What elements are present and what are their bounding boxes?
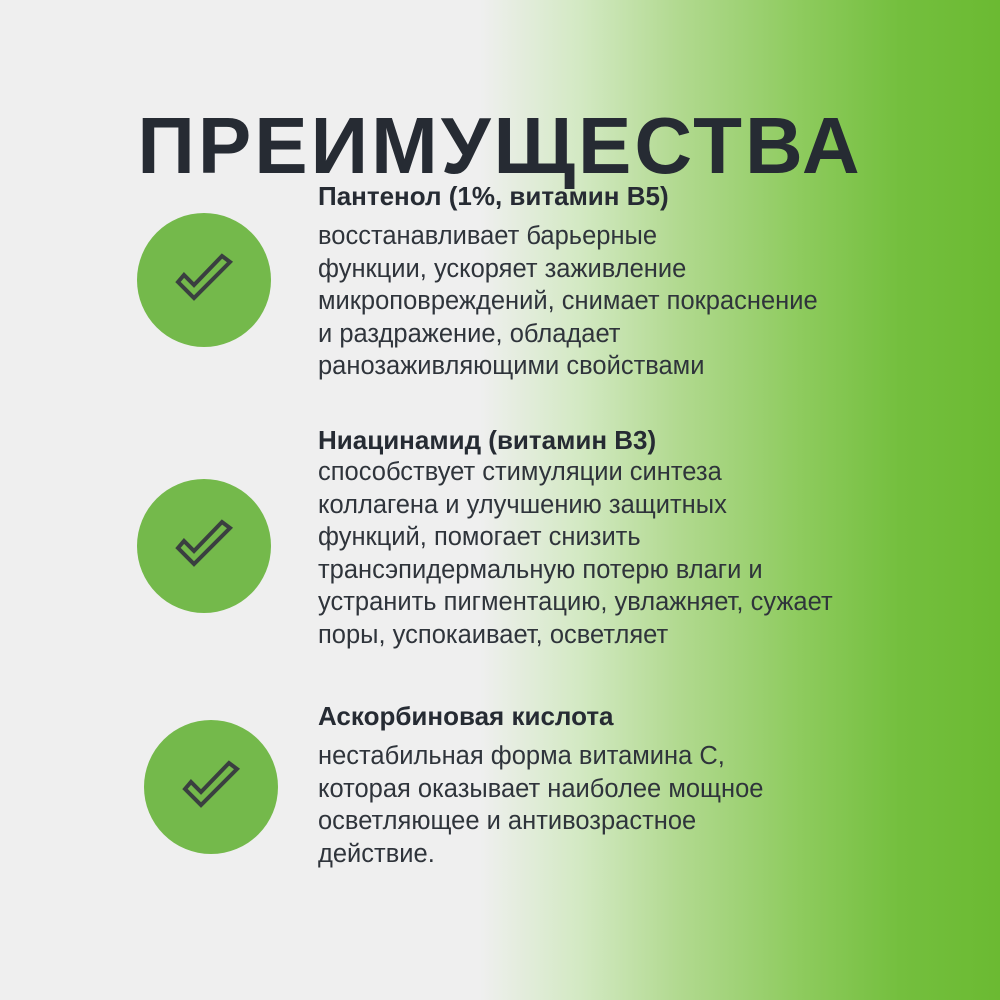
benefit-heading: Ниацинамид (витамин В3) xyxy=(318,425,657,455)
check-icon xyxy=(172,514,236,578)
benefit-description: восстанавливает барьерные функции, ускоряет заживление микроповреждений, снимает покраснение и раздражение, обладает ранозаживляющими свойствами xyxy=(318,222,818,380)
benefit-description: нестабильная форма витамина С, которая оказывает наиболее мощное осветляющее и антивозрастное действие. xyxy=(318,742,764,868)
check-icon xyxy=(172,248,236,312)
page-title: ПРЕИМУЩЕСТВА xyxy=(137,100,863,190)
benefit-text xyxy=(318,180,958,383)
benefit-text xyxy=(318,424,958,651)
benefit-text xyxy=(318,700,958,870)
benefit-heading: Пантенол (1%, витамин В5) xyxy=(318,181,669,211)
check-badge xyxy=(137,479,271,613)
benefit-heading: Аскорбиновая кислота xyxy=(318,701,614,731)
check-badge xyxy=(137,213,271,347)
check-badge xyxy=(144,720,278,854)
benefit-description: способствует стимуляции синтеза коллагена и улучшению защитных функций, помогает снизить трансэпидермальную потерю влаги и устранить пигментацию, увлажняет, сужает поры, успокаивает, осветляет xyxy=(318,458,833,649)
check-icon xyxy=(179,755,243,819)
